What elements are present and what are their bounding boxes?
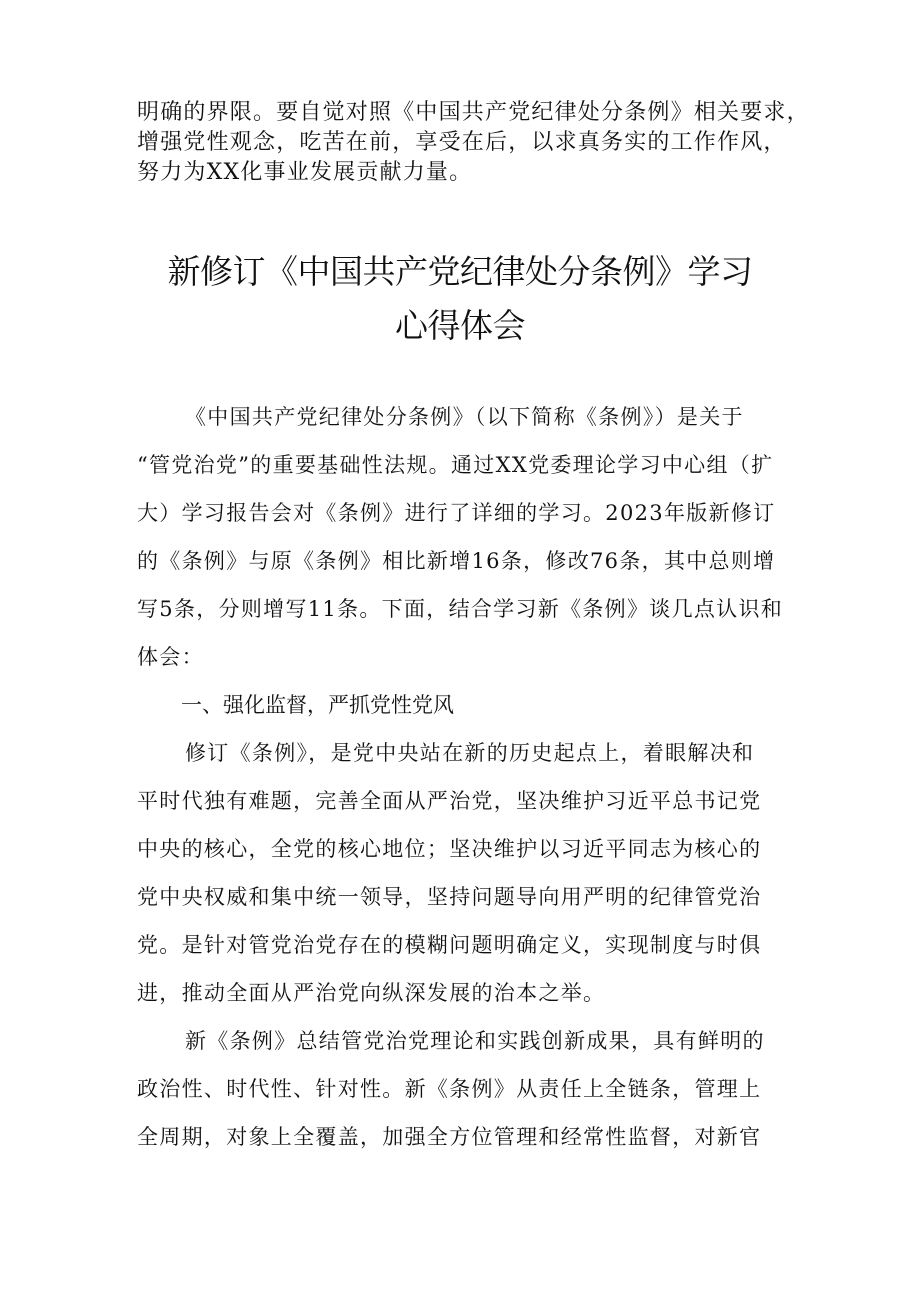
paragraph-2-line: 平时代独有难题，完善全面从严治党，坚决维护习近平总书记党: [137, 789, 762, 813]
paragraph-1-line: “管党治党”的重要基础性法规。通过XX党委理论学习中心组（扩: [137, 453, 774, 477]
document-title-line-2: 心得体会: [395, 306, 525, 345]
text-line: 增强党性观念，吃苦在前，享受在后，以求真务实的工作作风，: [137, 130, 787, 155]
document-title-line-1: 新修订《中国共产党纪律处分条例》学习: [167, 252, 753, 291]
paragraph-3-line: 新《条例》总结管党治党理论和实践创新成果，具有鲜明的: [185, 1029, 765, 1053]
section-heading: 一、强化监督，严抓党性党风: [181, 693, 454, 717]
paragraph-1-line: 《中国共产党纪律处分条例》（以下简称《条例》）是关于: [185, 405, 744, 429]
paragraph-2-line: 进，推动全面从严治党向纵深发展的治本之举。: [137, 981, 606, 1005]
paragraph-1-line: 大）学习报告会对《条例》进行了详细的学习。2023年版新修订: [137, 501, 776, 525]
paragraph-3-line: 政治性、时代性、针对性。新《条例》从责任上全链条，管理上: [137, 1077, 762, 1101]
paragraph-1-line: 写5条，分则增写11条。下面，结合学习新《条例》谈几点认识和: [137, 597, 784, 621]
paragraph-1-line: 体会：: [137, 645, 204, 669]
document-body: [137, 393, 797, 1161]
paragraph-2-line: 党。是针对管党治党存在的模糊问题明确定义，实现制度与时俱: [137, 933, 762, 957]
paragraph-2-line: 党中央权威和集中统一领导，坚持问题导向用严明的纪律管党治: [137, 885, 762, 909]
paragraph-1-line: 的《条例》与原《条例》相比新增16条，修改76条，其中总则增: [137, 549, 776, 573]
paragraph-2-line: 修订《条例》，是党中央站在新的历史起点上，着眼解决和: [185, 741, 755, 765]
text-line: 努力为XX化事业发展贡献力量。: [137, 160, 473, 185]
text-line: 明确的界限。要自觉对照《中国共产党纪律处分条例》相关要求，: [137, 100, 810, 125]
top-paragraph: [137, 98, 810, 188]
paragraph-3-line: 全周期，对象上全覆盖，加强全方位管理和经常性监督，对新官: [137, 1125, 762, 1149]
paragraph-2-line: 中央的核心，全党的核心地位；坚决维护以习近平同志为核心的: [137, 837, 762, 861]
